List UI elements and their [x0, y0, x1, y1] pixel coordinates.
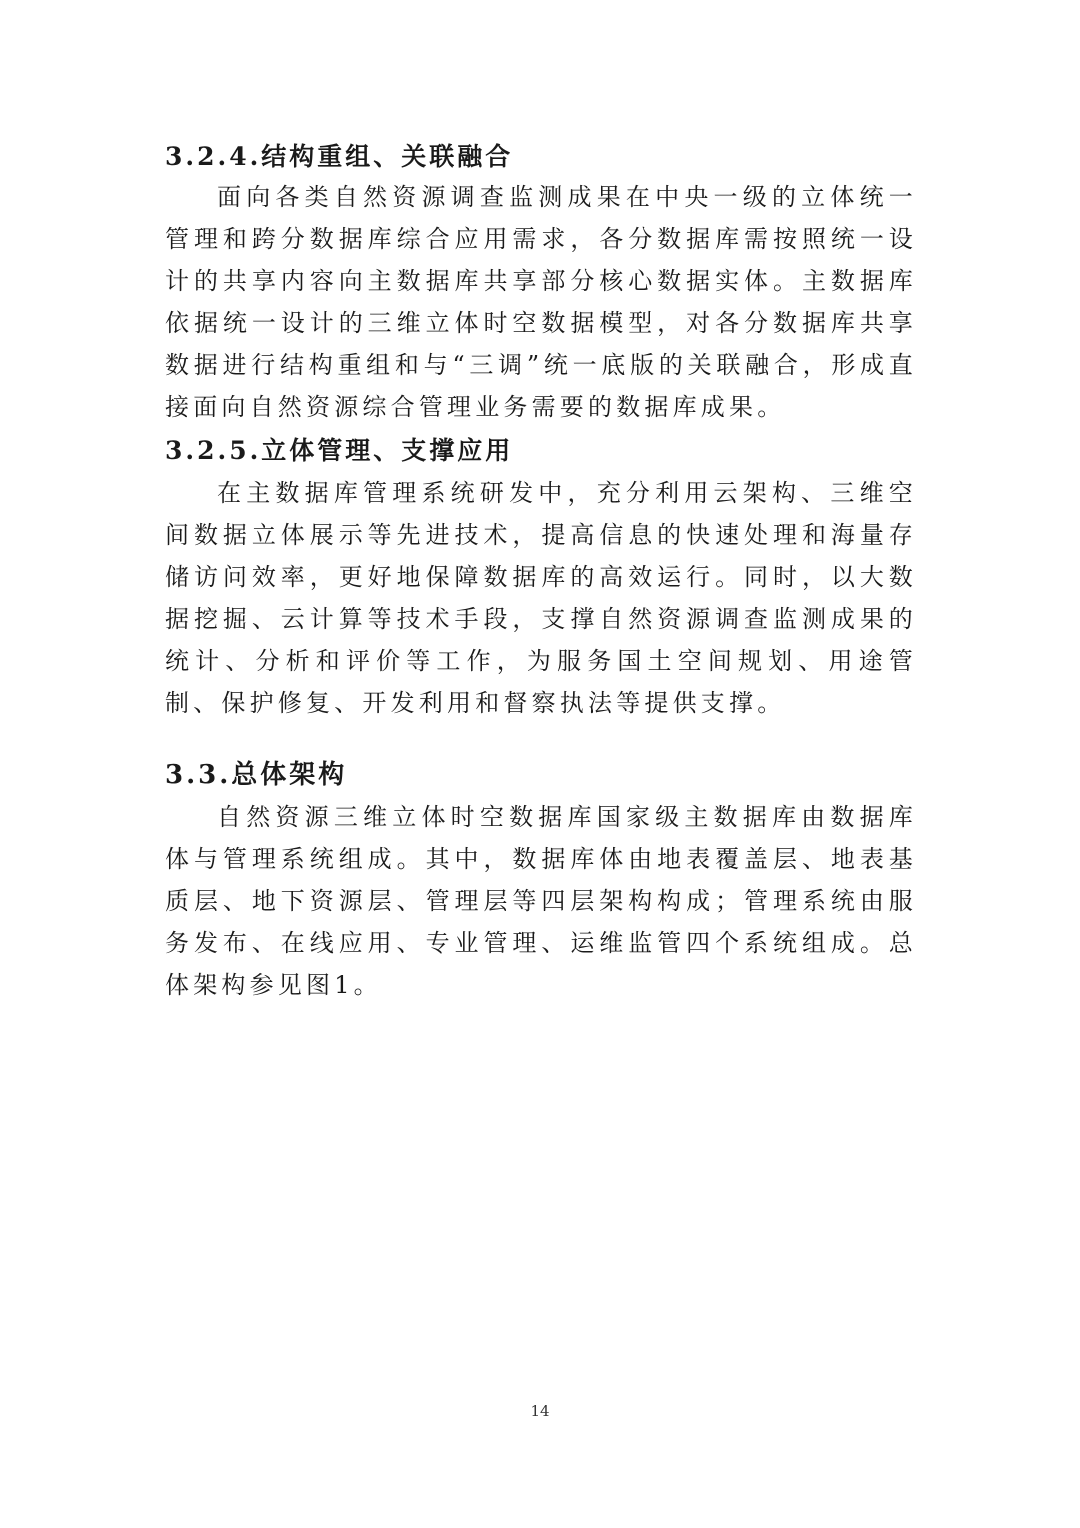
paragraph-text: 自然资源三维立体时空数据库国家级主数据库由数据库体与管理系统组成。其中，数据库体由地表覆盖层、地表基质层、地下资源层、管理层等四层架构构成；管理系统由服务发布、在线应用、专业管理、运维监管四个系统组成。总体架构参见图1。: [165, 803, 917, 999]
section-paragraph-3-2-4: [165, 176, 917, 428]
section-paragraph-3-2-5: [165, 472, 917, 724]
section-heading-3-3: 3.3.总体架构: [165, 760, 348, 790]
page-number: 14: [530, 1402, 550, 1420]
section-paragraph-3-3: [165, 796, 917, 1006]
paragraph-text: 面向各类自然资源调查监测成果在中央一级的立体统一管理和跨分数据库综合应用需求，各分数据库需按照统一设计的共享内容向主数据库共享部分核心数据实体。主数据库依据统一设计的三维立体时空数据模型，对各分数据库共享数据进行结构重组和与“三调”统一底版的关联融合，形成直接面向自然资源综合管理业务需要的数据库成果。: [165, 183, 917, 421]
section-heading-3-2-5: 3.2.5.立体管理、支撑应用: [165, 436, 514, 465]
paragraph-text: 在主数据库管理系统研发中，充分利用云架构、三维空间数据立体展示等先进技术，提高信息的快速处理和海量存储访问效率，更好地保障数据库的高效运行。同时，以大数据挖掘、云计算等技术手段，支撑自然资源调查监测成果的统计、分析和评价等工作，为服务国土空间规划、用途管制、保护修复、开发利用和督察执法等提供支撑。: [165, 479, 917, 717]
section-heading-3-2-4: 3.2.4.结构重组、关联融合: [165, 142, 514, 171]
